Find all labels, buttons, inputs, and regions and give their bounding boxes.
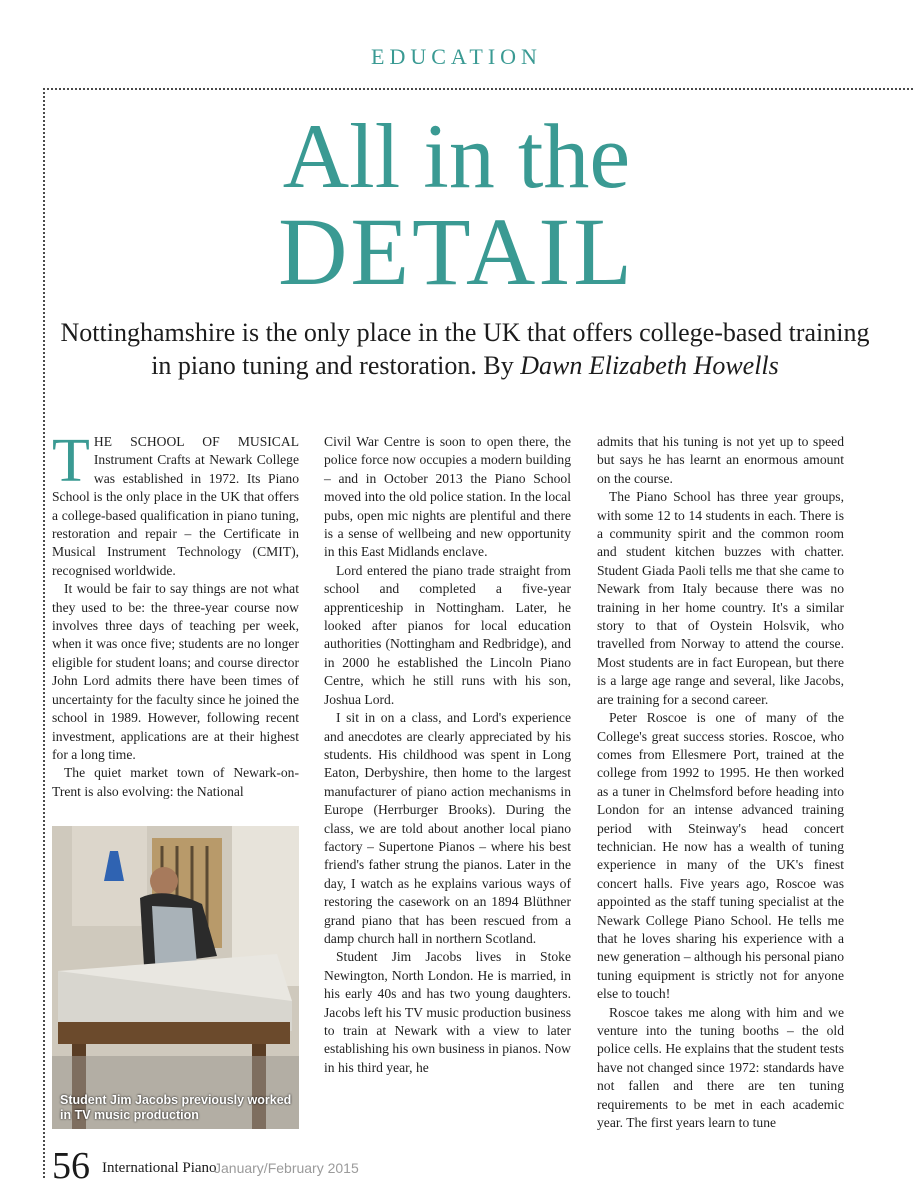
paragraph: Student Jim Jacobs lives in Stoke Newington, North London. He is married, in his early 40s and has two young daughters. Jacobs left his TV music production business to train at Newark with a view to later establishing his own business in pianos. Now in his third year, he (324, 949, 571, 1075)
paragraph: THE SCHOOL OF MUSICAL Instrument Crafts at Newark College was established in 1972. Its Piano School is the only place in the UK that offers a college-based qualification in piano tuning, restoration and repair – the Certificate in Musical Instrument Technology (CMIT), recognised worldwide. (52, 427, 299, 578)
top-dotted-rule (43, 88, 913, 90)
paragraph: Lord entered the piano trade straight from school and completed a five-year apprenticeship in Nottingham. Later, he looked after pianos for local education authorities (Nottingham and Redbridge), and in 2000 he established the Lincoln Piano Centre, which he still runs with his son, Joshua Lord. (324, 562, 571, 707)
headline-line-2: DETAIL (278, 198, 635, 305)
paragraph: The quiet market town of Newark-on-Trent is also evolving: the National (52, 765, 299, 799)
issue-date: January/February 2015 (214, 1160, 359, 1176)
standfirst-text: Nottinghamshire is the only place in the UK that offers college-based training in piano tuning and restoration. By (60, 318, 870, 380)
paragraph: It would be fair to say things are not what they used to be: the three-year course now involves three days of teaching per week, when it was once five; students are no longer eligible for student loans; and course director John Lord admits there have been times of uncertainty for the faculty since he joined the school in 1989. However, following recent investment, applications are at their highest for a long time. (52, 581, 299, 762)
publication-name: International Piano (102, 1160, 217, 1176)
article-column-2 (324, 433, 571, 1077)
page-number: 56 (52, 1145, 90, 1187)
paragraph: Roscoe takes me along with him and we venture into the tuning booths – the old police cells. He explains that the student tests have not changed since 1972: standards have not fallen and there are ten tuning requirements to be met in each academic year. The first years learn to tune (597, 1004, 844, 1131)
standfirst (55, 316, 875, 382)
article-column-1 (52, 427, 299, 801)
paragraph: The Piano School has three year groups, with some 12 to 14 students in each. There is a community spirit and the common room and student kitchen buzzes with chatter. Student Giada Paoli tells me that she came to Newark from Italy because there was no training in her home country. It's a similar story to that of Oystein Holsvik, who travelled from Norway to attend the course. Most students are in fact European, but there is a large age range and several, like Jacobs, are training for a second career. (597, 489, 844, 707)
article-photo (52, 826, 299, 1129)
paragraph: Peter Roscoe is one of many of the College's great success stories. Roscoe, who comes from Ellesmere Port, trained at the college from 1992 to 1995. He then worked as a tuner in Chelmsford before heading into London for an intense advanced training period with Steinway's head concert technician. He now has a wealth of tuning experience in many of the UK's finest concert halls. Five years ago, Roscoe was appointed as the staff tuning specialist at the Newark College Piano School. He tells me that he loves sharing his experience with a new generation – although his personal piano tuning equipment is strictly not for anyone else to touch! (597, 710, 844, 1002)
headline-line-1: All in the (282, 105, 631, 207)
workshop-photo-illustration (52, 826, 299, 1129)
paragraph: Civil War Centre is soon to open there, the police force now occupies a modern building – and in October 2013 the Piano School moved into the old police station. In the local pubs, open mic nights are plentiful and there is a sense of wellbeing and new opportunity in this East Midlands enclave. (324, 434, 571, 560)
article-column-3 (597, 433, 844, 1132)
paragraph: admits that his tuning is not yet up to speed but says he has learnt an enormous amount on the course. (597, 434, 844, 486)
photo-caption: Student Jim Jacobs previously worked in TV music production (60, 1093, 292, 1122)
section-label: EDUCATION (371, 44, 542, 69)
headline (0, 105, 913, 305)
drop-cap: T (52, 427, 90, 495)
paragraph: I sit in on a class, and Lord's experience and anecdotes are clearly appreciated by his students. His childhood was spent in Long Eaton, Derbyshire, then home to the largest manufacturer of piano action mechanisms in Europe (Herrburger Brooks). During the class, we are told about another local piano factory – Supertone Pianos – where his best friend's father strung the pianos. Later in the day, I watch as he explains various ways of restoring the casework on an 1894 Blüthner grand piano that has been rescued from a damp church hall in northern Scotland. (324, 710, 571, 946)
author-byline: Dawn Elizabeth Howells (520, 351, 779, 380)
